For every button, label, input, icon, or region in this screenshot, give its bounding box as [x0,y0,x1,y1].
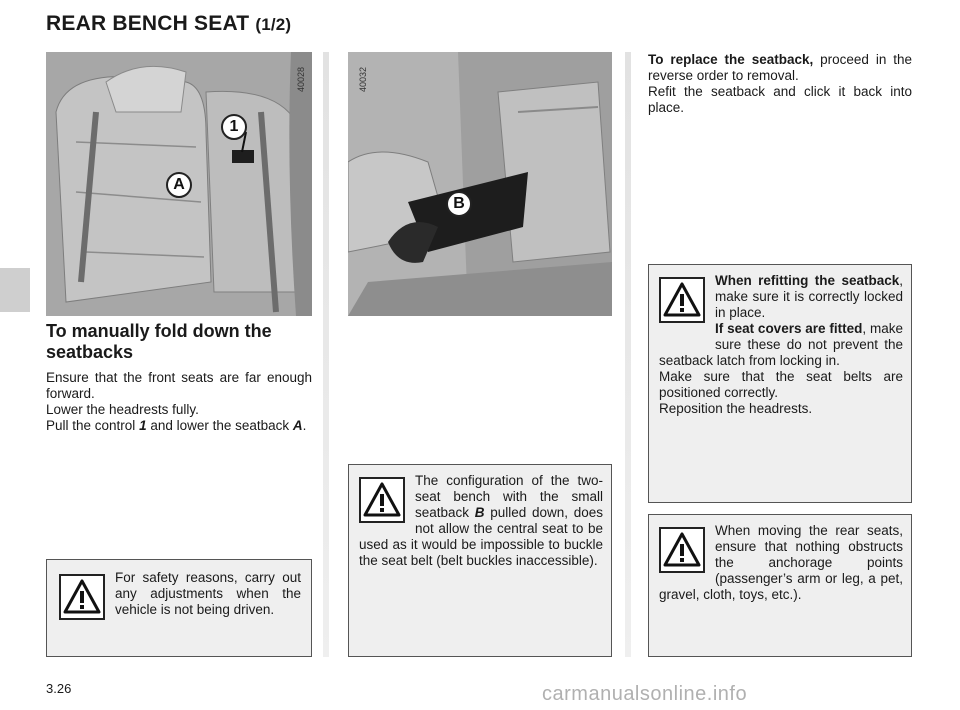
section-body [46,370,312,434]
page-title [46,12,291,36]
callout-1: 1 [221,114,247,140]
paragraph: Refit the seatback and click it back into place. [648,84,912,115]
configuration-warning-box [348,464,612,657]
refit-warning-box [648,264,912,503]
moving-warning-text: When moving the rear seats, ensure that nothing obstructs the anchorage points (passenger’s arm or leg, a pet, gravel, cloth, toys, etc.). [659,523,903,602]
watermark: carmanualsonline.info [542,683,748,705]
section-heading: To manually fold down the seatbacks [46,321,272,362]
control-ref: 1 [139,418,147,433]
paragraph: Lower the headrests fully. [46,402,199,417]
folded-seat-illustration [348,52,612,316]
refit-warning-text: When refitting the seatback, make sure it is correctly locked in place. If seat covers are fitted, make sure these do not prevent the seatback latch from locking in. Make sure that the seat belts are positioned correctly. Reposition the headrests. [659,273,903,416]
figure-code: 40032 [358,66,368,92]
page-number: 3.26 [46,681,72,696]
warning-icon [59,574,105,620]
paragraph: Ensure that the front seats are far enough forward. [46,370,312,401]
safety-warning-text: For safety reasons, carry out any adjustments when the vehicle is not being driven. [115,570,301,617]
column-divider [323,52,329,657]
column-divider [625,52,631,657]
callout-a: A [166,172,192,198]
callout-b: B [446,191,472,217]
seatback-ref: B [474,505,485,520]
rear-seat-photo [46,52,312,316]
seatback-folded-photo [348,52,612,316]
safety-warning-box [46,559,312,657]
section-tab [0,268,30,312]
title-main: REAR BENCH SEAT [46,12,256,35]
title-sub: (1/2) [255,15,292,34]
configuration-warning-text: The configuration of the two-seat bench with the small seatback B pulled down, does not allow the central seat to be used as it would be impossible to buckle the seat belt (belt buckles inaccessible). [359,473,603,568]
moving-warning-box [648,514,912,657]
seatback-ref: A [292,418,303,433]
replace-instructions [648,52,912,116]
paragraph: Pull the control 1 and lower the seatback A. [46,418,307,433]
figure-code: 40028 [296,66,306,92]
paragraph: To replace the seatback, proceed in the reverse order to removal. [648,52,912,83]
